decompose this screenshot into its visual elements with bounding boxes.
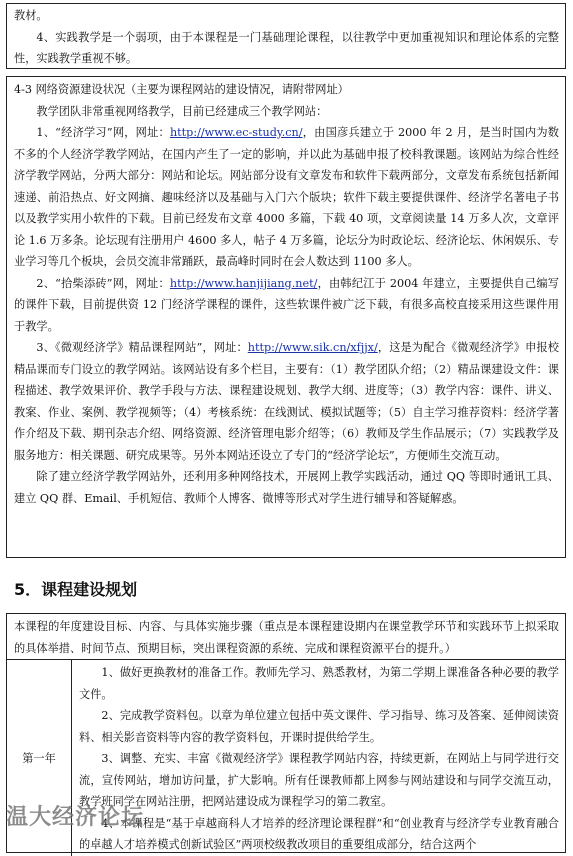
plan-item: 2、完成教学资料包。以章为单位建立包括中英文课件、学习指导、练习及答案、延伸阅读资料、相关影音资料等内容的教学资料包，开课时提供给学生。	[79, 709, 559, 744]
plan-item: 4、本课程是“基于卓越商科人才培养的经济理论课程群”和“创业教育与经济学专业教育融合的卓越人才培养模式创新试验区”两项校级教改项目的重要组成部分，结合这两个	[79, 816, 559, 851]
plan-item: 3、调整、充实、丰富《微观经济学》课程教学网站内容，持续更新，在网站上与同学进行交流，宣传网站，增加访问量，扩大影响。所有任课教师都上网参与网站建设和与同学交流互动，教学班同学在网站注册，把网站建设成为课程学习的第二教室。	[79, 752, 559, 808]
closing-paragraph: 除了建立经济学教学网站外，还利用多种网络技术，开展网上教学实践活动，通过 QQ 等即时通讯工具、建立 QQ 群、Email、手机短信、教师个人博客、微博等形式对学生进行辅导和答疑解惑。	[14, 470, 559, 505]
section-title: 4-3 网络资源建设状况（主要为课程网站的建设情况，请附带网址）	[14, 83, 349, 96]
network-resources-box	[6, 76, 566, 558]
site2-description: ，由韩纪江于 2004 年建立，主要提供自己编写的课件下载，目前提供资 12 门经济学课程的课件，这些软课件被广泛下载，有很多高校直接采用这些课件用于教学。	[14, 276, 559, 333]
year-content	[72, 660, 565, 856]
forum-watermark: 温大经济论坛	[6, 805, 145, 830]
site3-prefix: 3、《微观经济学》精品课程网站”，网址：	[36, 341, 248, 354]
text-line: 教材。	[14, 9, 48, 22]
site2-link[interactable]: http://www.hanjijiang.net/	[169, 276, 318, 290]
site2-prefix: 2、“拾柴添砖”网，网址：	[36, 276, 170, 290]
intro-paragraph: 教学团队非常重视网络教学，目前已经建成三个教学网站：	[36, 104, 328, 118]
site1-description: ，由国彦兵建立于 2000 年 2 月，是当时国内为数不多的个人经济学教学网站，在国内产生了一定的影响，并以此为基础申报了校科教课题。该网站为综合性经济学教学网站，分两大部分：网站和论坛。网站部分设有文章发布和软件下载两部分，文章发布系统包括新闻速递、前沿热点、好文网摘、趣味经济以及基础与入门六个版块；软件下载主要提供课件、经济学名著电子书以及教学实用小软件的下载。目前已经发布文章 4000 多篇，下载 40 项，文章阅读量 14 万多人次，文章评论 1.6 万多条。论坛现有注册用户 4600 多人，帖子 4 万多篇，论坛分为时政论坛、经济论坛、休闲娱乐、专业学习等几个板块，会员交流非常踊跃，最高峰时同时在会人数达到 1100 多人。	[14, 126, 559, 268]
site3-description: ，这是为配合《微观经济学》申报校精品课而专门设立的教学网站。该网站设有多个栏目，主要有：（1）教学团队介绍；（2）精品课建设文件：课程描述、教学效果评价、教学手段与方法、课程建设规划、教学大纲、进度等；（3）教学内容：课件、讲义、教案、作业、案例、教学视频等；（4）考核系统：在线测试、模拟试题等；（5）自主学习推荐资料：经济学著作介绍及下载、期刊杂志介绍、网络资源、经济管理电影介绍等；（6）教师及学生作品展示；（7）实践教学及服务地方：相关课题、研究成果等。另外本网站还设立了专门的“经济学论坛”，方便师生交流互动。	[14, 341, 559, 462]
site1-paragraph	[14, 122, 559, 273]
site3-paragraph	[14, 337, 559, 466]
section5-heading: 5．课程建设规划	[14, 580, 138, 599]
text-paragraph: 4、实践教学是一个弱项，由于本课程是一门基础理论课程，以往教学中更加重视知识和理论体系的完整性，实践教学重视不够。	[14, 30, 559, 65]
plan-item: 1、做好更换教材的准备工作。教师先学习、熟悉教材，为第二学期上课准备各种必要的教学文件。	[79, 666, 559, 701]
site1-link[interactable]: http://www.ec-study.cn/	[169, 126, 303, 139]
year-label: 第一年	[22, 751, 56, 765]
site2-paragraph	[14, 273, 559, 338]
plan-description-text: 本课程的年度建设目标、内容、与具体实施步骤（重点是本课程建设期内在课堂教学环节和实践环节上拟采取的具体举措、时间节点、预期目标，突出课程资源的系统、完成和课程资源平台的提升。）	[14, 620, 559, 655]
teaching-issues-box	[6, 3, 566, 69]
plan-description	[7, 614, 565, 659]
site1-prefix: 1、“经济学习”网，网址：	[36, 126, 170, 139]
site3-link[interactable]: http://www.sik.cn/xfjjx/	[247, 341, 378, 354]
